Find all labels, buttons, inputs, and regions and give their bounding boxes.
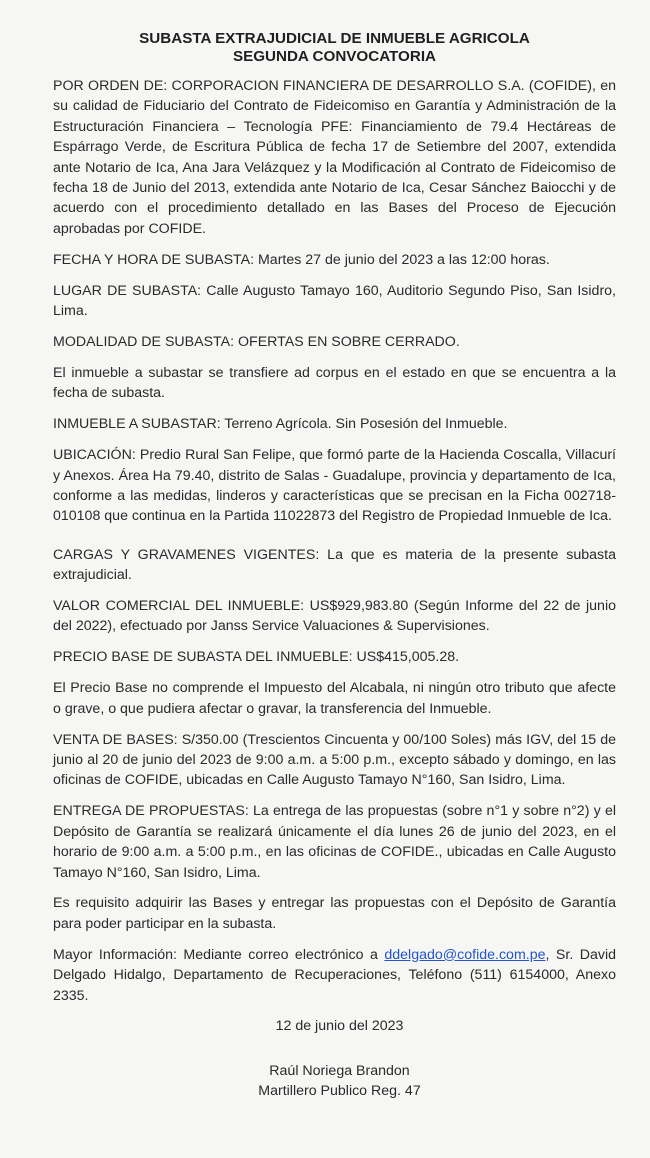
contact-email-link[interactable]: ddelgado@cofide.com.pe <box>384 946 546 963</box>
more-info-suffix: , Sr. David Delgado Hidalgo, Departamento de Recuperaciones, Teléfono (511) 6154000, Anexo 2335. <box>53 946 616 1004</box>
signer-title: Martillero Publico Reg. 47 <box>258 1083 421 1100</box>
requirement-paragraph: Es requisito adquirir las Bases y entregar las propuestas con el Depósito de Garantía para poder participar en la subasta. <box>53 895 616 932</box>
proposal-delivery-paragraph: ENTREGA DE PROPUESTAS: La entrega de las propuestas (sobre n°1 y sobre n°2) y el Depósito de Garantía se realizará únicamente el día lunes 26 de junio del 2023, en el horario de 9:00 a.m. a 5:00 p.m., en las oficinas de COFIDE., ubicadas en Calle Augusto Tamayo N°160, San Isidro, Lima. <box>53 803 616 881</box>
notice-title <box>53 30 616 66</box>
more-info-prefix: Mayor Información: Mediante correo electrónico a <box>53 946 385 963</box>
auction-place-paragraph: LUGAR DE SUBASTA: Calle Augusto Tamayo 160, Auditorio Segundo Piso, San Isidro, Lima. <box>53 282 616 320</box>
more-info-paragraph <box>53 945 616 1006</box>
intro-paragraph: POR ORDEN DE: CORPORACION FINANCIERA DE DESARROLLO S.A. (COFIDE), en su calidad de Fiduciario del Contrato de Fideicomiso en Garantía y Administración de la Estructuración Financiera – Tecnología PFE: Financiamiento de 79.4 Hectáreas de Espárrago Verde, de Escritura Pública de fecha 17 de Setiembre del 2007, extendida ante Notario de Ica, Ana Jara Velázquez y la Modificación al Contrato de Fideicomiso de fecha 18 de Junio del 2013, extendida ante Notario de Ica, Cesar Sánchez Baiocchi y de acuerdo con el procedimiento detallado en las Bases del Proceso de Ejecución aprobadas por COFIDE. <box>53 78 616 237</box>
notice-date: 12 de junio del 2023 <box>275 1018 404 1035</box>
title-line-2: SEGUNDA CONVOCATORIA <box>232 48 437 65</box>
transfer-paragraph: El inmueble a subastar se transfiere ad corpus en el estado en que se encuentra a la fecha de subasta. <box>53 364 616 402</box>
base-price-paragraph: PRECIO BASE DE SUBASTA DEL INMUEBLE: US$415,005.28. <box>53 649 460 666</box>
auction-date-paragraph: FECHA Y HORA DE SUBASTA: Martes 27 de junio del 2023 a las 12:00 horas. <box>53 251 550 268</box>
property-paragraph: INMUEBLE A SUBASTAR: Terreno Agrícola. Sin Posesión del Inmueble. <box>53 416 508 433</box>
signer-name: Raúl Noriega Brandon <box>269 1062 410 1079</box>
commercial-value-paragraph: VALOR COMERCIAL DEL INMUEBLE: US$929,983.80 (Según Informe del 22 de junio del 2022), efectuado por Janss Service Valuaciones & Supervisiones. <box>53 598 616 635</box>
encumbrances-paragraph: CARGAS Y GRAVAMENES VIGENTES: La que es materia de la presente subasta extrajudicial. <box>53 546 616 584</box>
auction-mode-paragraph: MODALIDAD DE SUBASTA: OFERTAS EN SOBRE CERRADO. <box>53 333 460 350</box>
bases-sale-paragraph: VENTA DE BASES: S/350.00 (Trescientos Cincuenta y 00/100 Soles) más IGV, del 15 de junio al 20 de junio del 2023 de 9:00 a.m. a 5:00 p.m., excepto sábado y domingo, en las oficinas de COFIDE, ubicadas en Calle Augusto Tamayo N°160, San Isidro, Lima. <box>53 731 616 789</box>
location-paragraph: UBICACIÓN: Predio Rural San Felipe, que formó parte de la Hacienda Coscalla, Villacurí y Anexos. Área Ha 79.40, distrito de Salas - Guadalupe, provincia y departamento de Ica, conforme a las medidas, linderos y características que se precisan en la Ficha 002718-010108 que continua en la Partida 11022873 del Registro de Propiedad Inmueble de Ica. <box>53 447 616 525</box>
auction-notice <box>53 30 616 1102</box>
title-line-1: SUBASTA EXTRAJUDICIAL DE INMUEBLE AGRICOLA <box>139 30 530 47</box>
tax-paragraph: El Precio Base no comprende el Impuesto del Alcabala, ni ningún otro tributo que afecte o grave, o que pudiera afectar o gravar, la transferencia del Inmueble. <box>53 680 616 717</box>
